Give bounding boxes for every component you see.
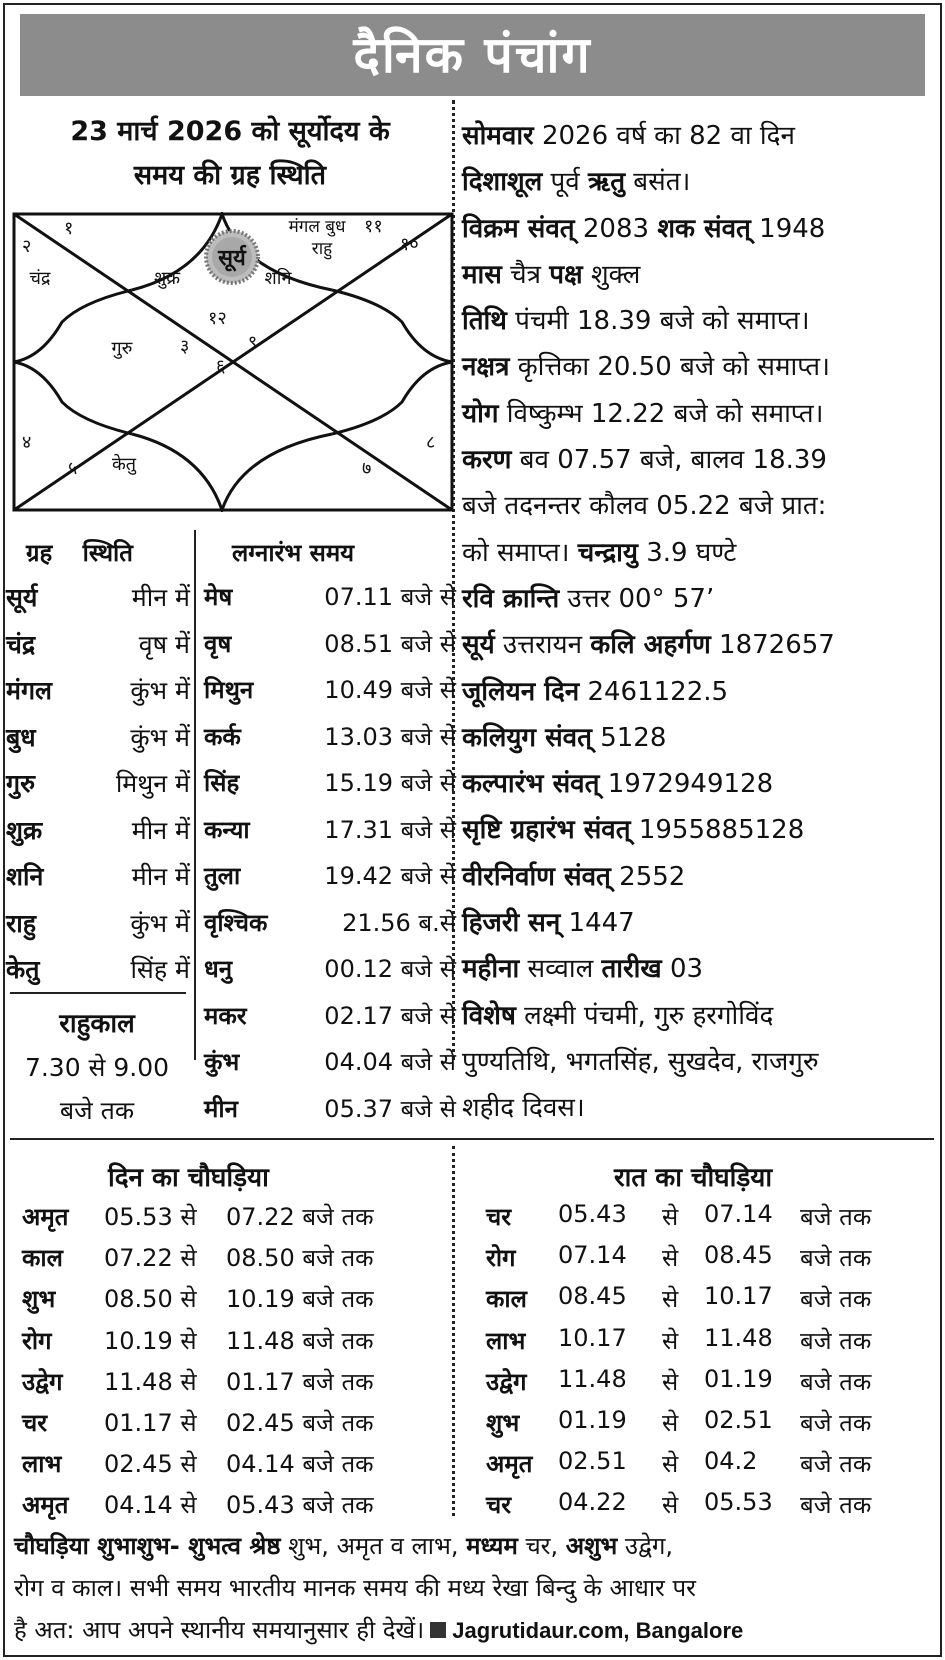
detail-text: सव्वाल <box>519 954 602 985</box>
lagna-time: 07.11 बजे से <box>324 583 456 611</box>
choghadiya-from: 04.14 से <box>104 1491 197 1520</box>
house-number-10: १० <box>400 234 419 255</box>
choghadiya-tak: बजे तक <box>800 1203 872 1231</box>
choghadiya-tak: बजे तक <box>800 1408 872 1437</box>
detail-line <box>462 391 937 437</box>
detail-line <box>462 437 937 483</box>
detail-bold: कल्पारंभ संवत् <box>462 769 600 800</box>
house-number-5: ५ <box>68 458 78 479</box>
detail-bold: रवि क्रान्ति <box>462 583 560 614</box>
house-12-shani: शनि <box>264 268 292 289</box>
lagna-row <box>204 760 456 807</box>
house-number-3: ३ <box>180 336 190 357</box>
choghadiya-from: 11.48 <box>558 1364 627 1393</box>
lagna-name: मेष <box>204 583 233 611</box>
kundali-chart <box>12 212 454 512</box>
detail-text2: बसंत। <box>625 167 691 198</box>
house-number-8: ८ <box>426 432 436 453</box>
choghadiya-to: 02.51 <box>704 1405 773 1434</box>
graha-position: कुंभ में <box>130 908 190 938</box>
night-choghadiya-row <box>486 1278 926 1319</box>
choghadiya-name: शुभ <box>22 1285 56 1314</box>
detail-line <box>462 807 937 853</box>
choghadiya-from: 01.19 <box>558 1405 627 1434</box>
choghadiya-se: से <box>662 1326 679 1355</box>
graha-row <box>6 621 190 668</box>
detail-bold: दिशाशूल <box>462 167 543 198</box>
detail-text2: 1948 <box>750 213 826 244</box>
lagna-row <box>204 621 456 668</box>
house-number-2: २ <box>22 236 32 257</box>
graha-position: मीन में <box>131 583 190 612</box>
detail-text: 2461122.5 <box>579 676 729 707</box>
house-12-shukra: शुक्र <box>153 268 181 289</box>
detail-text2: 03 <box>661 954 704 985</box>
lagna-name: मीन <box>204 1094 238 1123</box>
panchang-details <box>462 113 937 1132</box>
footer-text-1: शुभ, अमृत व लाभ, <box>280 1532 467 1560</box>
night-choghadiya-row <box>486 1484 926 1525</box>
detail-text2: शुक्ल <box>582 259 641 290</box>
choghadiya-to: 11.48 <box>704 1323 773 1352</box>
choghadiya-name: रोग <box>22 1326 52 1355</box>
detail-bold: कलियुग संवत् <box>462 722 592 753</box>
detail-bold: हिजरी सन् <box>462 908 561 939</box>
house-2-chandra: चंद्र <box>29 268 51 289</box>
house-number-4: ४ <box>22 432 32 453</box>
rahukaal-box <box>8 1003 186 1132</box>
house-11-planets: मंगल बुध <box>288 217 346 237</box>
lagna-name: सिंह <box>204 769 240 797</box>
lagnarambh-table <box>204 574 456 1132</box>
graha-name: केतु <box>6 955 40 984</box>
detail-text: 2552 <box>610 861 686 892</box>
lagna-time: 05.37 बजे से <box>324 1094 456 1123</box>
choghadiya-name: काल <box>22 1244 63 1273</box>
choghadiya-name: उद्वेग <box>486 1367 527 1396</box>
choghadiya-from: 07.22 से <box>104 1244 197 1273</box>
detail-text: पंचमी 18.39 बजे को समाप्त। <box>506 306 810 337</box>
detail-text: पुण्यतिथि, भगतसिंह, सुखदेव, राजगुरु <box>462 1046 819 1077</box>
detail-line <box>462 854 937 900</box>
detail-text: 2083 <box>574 213 658 244</box>
choghadiya-from: 11.48 से <box>104 1367 197 1396</box>
choghadiya-se: से <box>662 1450 679 1479</box>
detail-line <box>462 1039 937 1085</box>
choghadiya-to: 08.50 बजे तक <box>226 1244 374 1273</box>
house-11-rahu: राहु <box>311 239 333 259</box>
choghadiya-tak: बजे तक <box>800 1367 872 1396</box>
choghadiya-to: 07.22 बजे तक <box>226 1203 374 1231</box>
graha-name: बुध <box>6 722 36 752</box>
choghadiya-to: 10.17 <box>704 1282 773 1311</box>
day-choghadiya-row <box>22 1402 462 1443</box>
choghadiya-tak: बजे तक <box>800 1244 872 1273</box>
square-bullet-icon <box>430 1622 446 1638</box>
choghadiya-name: अमृत <box>22 1203 69 1231</box>
choghadiya-se: से <box>662 1203 679 1231</box>
choghadiya-se: से <box>662 1367 679 1396</box>
detail-text: पूर्व <box>542 167 589 198</box>
detail-text: कृत्तिका 20.50 बजे को समाप्त। <box>509 352 830 383</box>
detail-bold2: कलि अहर्गण <box>590 630 711 661</box>
choghadiya-name: शुभ <box>486 1408 520 1437</box>
choghadiya-name: लाभ <box>22 1450 62 1479</box>
graha-name: सूर्य <box>6 583 38 612</box>
graha-heading-2: स्थिति <box>82 539 133 567</box>
lagnarambh-heading: लग्नारंभ समय <box>232 539 355 567</box>
graha-position: कुंभ में <box>130 722 190 752</box>
lagna-name: मकर <box>204 1001 247 1030</box>
detail-text: उत्तरायन <box>494 630 591 661</box>
house-number-1: १ <box>64 218 74 239</box>
detail-line <box>462 576 937 622</box>
day-choghadiya-table <box>22 1196 462 1526</box>
lagna-row <box>204 993 456 1040</box>
choghadiya-to: 04.14 बजे तक <box>226 1450 374 1479</box>
choghadiya-se: से <box>662 1285 679 1314</box>
detail-text: 5128 <box>591 722 667 753</box>
choghadiya-name: लाभ <box>486 1326 526 1355</box>
choghadiya-from: 10.17 <box>558 1323 627 1352</box>
graha-position: मीन में <box>131 815 190 845</box>
detail-line <box>462 1085 937 1131</box>
lagna-row <box>204 1086 456 1133</box>
detail-text: शहीद दिवस। <box>462 1093 585 1124</box>
choghadiya-name: काल <box>486 1285 527 1314</box>
detail-bold: वीरनिर्वाण संवत् <box>462 861 611 892</box>
night-choghadiya-row <box>486 1196 926 1237</box>
graha-name: गुरु <box>6 769 36 798</box>
choghadiya-from: 08.45 <box>558 1282 627 1311</box>
detail-text: 1955885128 <box>630 815 805 846</box>
choghadiya-name: चर <box>22 1408 48 1437</box>
night-choghadiya-row <box>486 1402 926 1443</box>
detail-bold: सूर्य <box>462 630 495 661</box>
choghadiya-to: 10.19 बजे तक <box>226 1285 374 1314</box>
detail-bold2: शक संवत् <box>657 213 751 244</box>
detail-text: 1972949128 <box>599 769 774 800</box>
detail-bold: जूलियन दिन <box>462 676 580 707</box>
graha-row <box>6 574 190 621</box>
day-choghadiya-row <box>22 1443 462 1484</box>
choghadiya-to: 07.14 <box>704 1200 773 1228</box>
night-choghadiya-table <box>486 1196 926 1526</box>
footer-line-2: रोग व काल। सभी समय भारतीय मानक समय की मध्य रेखा बिन्दु के आधार पर <box>14 1574 696 1602</box>
choghadiya-tak: बजे तक <box>800 1326 872 1355</box>
lagna-time: 10.49 बजे से <box>324 676 456 704</box>
graha-row <box>6 807 190 854</box>
heading-line-1: 23 मार्च 2026 को सूर्योदय के <box>70 116 390 147</box>
lagna-row <box>204 1039 456 1086</box>
detail-bold2: पक्ष <box>549 259 583 290</box>
choghadiya-name: उद्वेग <box>22 1367 63 1396</box>
choghadiya-tak: बजे तक <box>800 1491 872 1520</box>
footer-bold-1: चौघड़िया शुभाशुभ- शुभत्व श्रेष्ठ <box>14 1532 281 1560</box>
detail-line <box>462 946 937 992</box>
graha-position: वृष में <box>138 629 190 659</box>
footer-bold-2: मध्यम <box>466 1532 518 1560</box>
day-choghadiya-row <box>22 1278 462 1319</box>
lagna-time: 02.17 बजे से <box>324 1001 456 1030</box>
detail-line <box>462 993 937 1039</box>
lagna-row <box>204 574 456 621</box>
day-choghadiya-row <box>22 1361 462 1402</box>
lagna-time: 04.04 बजे से <box>324 1048 456 1076</box>
lagna-time: 19.42 बजे से <box>324 862 456 890</box>
lagna-time: 08.51 बजे से <box>324 629 456 658</box>
detail-bold: विक्रम संवत् <box>462 213 575 244</box>
lagna-row <box>204 946 456 993</box>
lagna-time: 15.19 बजे से <box>324 769 456 797</box>
detail-text2: 3.9 घण्टे <box>637 537 737 568</box>
graha-heading-1: ग्रह <box>26 539 53 567</box>
lagna-name: कर्क <box>204 722 241 751</box>
detail-text: 2026 वर्ष का 82 वा दिन <box>533 121 795 151</box>
lagna-name: मिथुन <box>204 676 254 704</box>
section-divider <box>10 1138 934 1140</box>
graha-position: मीन में <box>131 862 190 891</box>
heading-line-2: समय की ग्रह स्थिति <box>133 160 327 191</box>
detail-text: को समाप्त। <box>462 537 578 568</box>
house-number-6: ६ <box>216 356 226 377</box>
graha-row <box>6 946 190 993</box>
detail-bold: महीना <box>462 954 520 985</box>
detail-bold: करण <box>462 445 512 476</box>
detail-line <box>462 483 937 529</box>
day-choghadiya-heading: दिन का चौघड़िया <box>108 1163 269 1193</box>
choghadiya-se: से <box>662 1244 679 1273</box>
rahukaal-divider <box>10 992 186 994</box>
detail-line <box>462 761 937 807</box>
graha-row <box>6 714 190 761</box>
choghadiya-from: 04.22 <box>558 1488 627 1517</box>
day-choghadiya-row <box>22 1237 462 1278</box>
graha-row <box>6 900 190 947</box>
detail-line <box>462 669 937 715</box>
lagna-name: धनु <box>204 955 233 983</box>
source-credit: Jagrutidaur.com, Bangalore <box>452 1618 744 1643</box>
choghadiya-from: 08.50 से <box>104 1285 197 1314</box>
detail-line <box>462 530 937 576</box>
lagna-name: वृश्चिक <box>204 908 268 937</box>
graha-table <box>6 574 190 993</box>
house-5-ketu: केतु <box>111 454 137 475</box>
choghadiya-from: 02.45 से <box>104 1450 197 1479</box>
choghadiya-name: चर <box>486 1491 512 1520</box>
graha-name: मंगल <box>6 676 52 705</box>
sun-label: सूर्य <box>218 246 246 271</box>
choghadiya-name: रोग <box>486 1244 516 1273</box>
detail-line <box>462 900 937 946</box>
page-title: दैनिक पंचांग <box>20 14 925 96</box>
detail-bold: तिथि <box>462 306 507 337</box>
house-number-7: ७ <box>362 458 372 479</box>
house-3-guru: गुरु <box>111 338 133 359</box>
detail-line <box>462 298 937 344</box>
house-number-11: ११ <box>364 216 383 237</box>
choghadiya-name: अमृत <box>486 1450 533 1479</box>
lagna-row <box>204 667 456 714</box>
choghadiya-tak: बजे तक <box>800 1450 872 1479</box>
detail-bold: योग <box>462 398 499 429</box>
detail-bold: विशेष <box>462 1000 516 1031</box>
detail-text: 1447 <box>560 908 635 939</box>
night-choghadiya-row <box>486 1361 926 1402</box>
planet-position-heading <box>10 110 450 198</box>
choghadiya-from: 05.53 से <box>104 1203 197 1231</box>
choghadiya-name: चर <box>486 1203 512 1231</box>
night-choghadiya-row <box>486 1443 926 1484</box>
lagna-time: 13.03 बजे से <box>324 722 456 751</box>
choghadiya-from: 05.43 <box>558 1200 627 1228</box>
footer-line-3: है अत: आप अपने स्थानीय समयानुसार ही देखें। <box>14 1616 425 1644</box>
detail-line <box>462 159 937 205</box>
choghadiya-tak: बजे तक <box>800 1285 872 1314</box>
footer-text-3: उद्वेग, <box>617 1532 674 1560</box>
graha-row <box>6 667 190 714</box>
choghadiya-to: 02.45 बजे तक <box>226 1408 374 1437</box>
graha-position: मिथुन में <box>115 769 190 798</box>
detail-text: विष्कुम्भ 12.22 बजे को समाप्त। <box>498 398 824 429</box>
choghadiya-name: अमृत <box>22 1491 69 1520</box>
graha-row <box>6 760 190 807</box>
choghadiya-from: 02.51 <box>558 1447 627 1476</box>
choghadiya-se: से <box>662 1408 679 1437</box>
lagna-row <box>204 714 456 761</box>
footer-bold-3: अशुभ <box>565 1532 618 1560</box>
night-choghadiya-row <box>486 1320 926 1361</box>
lagna-name: कुंभ <box>204 1048 240 1076</box>
rahukaal-tak: बजे तक <box>59 1096 135 1125</box>
day-choghadiya-row <box>22 1484 462 1525</box>
footer-note <box>14 1525 932 1652</box>
lagna-time: 21.56 ब.से <box>342 908 456 937</box>
rahukaal-heading: राहुकाल <box>59 1009 135 1039</box>
choghadiya-to: 05.43 बजे तक <box>226 1491 374 1520</box>
choghadiya-se: से <box>662 1491 679 1520</box>
detail-bold: सृष्टि ग्रहारंभ संवत् <box>462 815 631 846</box>
lagna-row <box>204 900 456 947</box>
detail-bold2: चन्द्रायु <box>577 537 638 568</box>
detail-text: बव 07.57 बजे, बालव 18.39 <box>511 445 827 476</box>
detail-line <box>462 252 937 298</box>
table-divider <box>194 530 196 1060</box>
choghadiya-to: 08.45 <box>704 1241 773 1270</box>
lagna-row <box>204 853 456 900</box>
choghadiya-from: 10.19 से <box>104 1326 197 1355</box>
detail-bold: सोमवार <box>462 121 534 151</box>
day-choghadiya-row <box>22 1320 462 1361</box>
lagna-time: 17.31 बजे से <box>324 815 456 844</box>
choghadiya-to: 05.53 <box>704 1488 773 1517</box>
house-number-9: ९ <box>248 332 258 353</box>
detail-text: उत्तर 00° 57’ <box>559 583 715 614</box>
day-choghadiya-row <box>22 1196 462 1237</box>
lagna-name: वृष <box>204 629 232 658</box>
choghadiya-to: 01.17 बजे तक <box>226 1367 374 1396</box>
detail-line <box>462 113 937 159</box>
graha-name: शनि <box>6 862 44 891</box>
choghadiya-to: 01.19 <box>704 1364 773 1393</box>
lagna-name: कन्या <box>204 815 250 844</box>
lagna-name: तुला <box>204 862 241 890</box>
graha-row <box>6 853 190 900</box>
detail-bold2: ऋतु <box>588 167 626 198</box>
choghadiya-to: 04.2 <box>704 1447 758 1476</box>
choghadiya-from: 01.17 से <box>104 1408 197 1437</box>
detail-line <box>462 715 937 761</box>
night-choghadiya-heading: रात का चौघड़िया <box>614 1163 773 1193</box>
detail-line <box>462 344 937 390</box>
choghadiya-to: 11.48 बजे तक <box>226 1326 374 1355</box>
detail-bold2: तारीख <box>601 954 662 985</box>
graha-name: चंद्र <box>6 629 36 659</box>
detail-bold: मास <box>462 259 502 290</box>
graha-heading <box>26 536 133 569</box>
house-number-12: १२ <box>208 308 227 329</box>
night-choghadiya-row <box>486 1237 926 1278</box>
detail-text2: 1872657 <box>710 630 835 661</box>
detail-bold: नक्षत्र <box>462 352 510 383</box>
detail-text: बजे तदनन्तर कौलव 05.22 बजे प्रात: <box>462 491 827 522</box>
detail-text: लक्ष्मी पंचमी, गुरु हरगोविंद <box>515 1000 774 1031</box>
choghadiya-from: 07.14 <box>558 1241 627 1270</box>
graha-position: कुंभ में <box>130 676 190 705</box>
detail-text: चैत्र <box>501 259 550 290</box>
graha-name: शुक्र <box>6 815 43 845</box>
footer-text-2: चर, <box>517 1532 566 1560</box>
lagna-time: 00.12 बजे से <box>324 955 456 983</box>
graha-name: राहु <box>6 908 36 938</box>
lagna-row <box>204 807 456 854</box>
detail-line <box>462 206 937 252</box>
graha-position: सिंह में <box>130 955 190 984</box>
rahukaal-time: 7.30 से 9.00 <box>24 1053 170 1082</box>
detail-line <box>462 622 937 668</box>
